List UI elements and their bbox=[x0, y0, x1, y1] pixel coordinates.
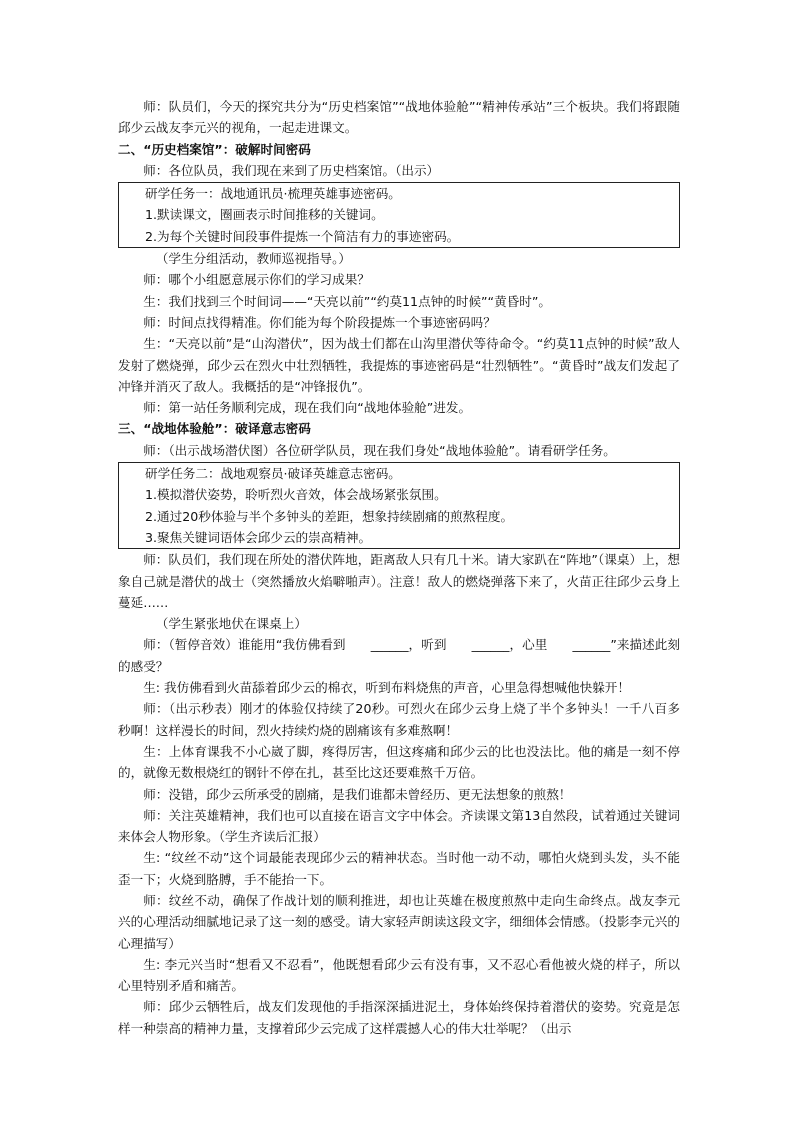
blank-line: ______ bbox=[572, 637, 611, 653]
paragraph: 师：队员们，今天的探究共分为“历史档案馆”“战地体验舱”“精神传承站”三个板块。我们将跟随邱少云战友李元兴的视角，一起走进课文。 bbox=[118, 99, 680, 136]
task-item: 2.通过20秒体验与半个多钟头的差距，想象持续剧痛的煎熬程度。 bbox=[145, 508, 514, 524]
blank-line: ______ bbox=[370, 637, 409, 653]
task-box bbox=[118, 462, 680, 549]
task-title: 研学任务二：战地观察员·破译英雄意志密码。 bbox=[145, 466, 401, 482]
text-segment: ”来描述此刻的感受？ bbox=[118, 637, 681, 674]
paragraph: 师：哪个小组愿意展示你们的学习成果？ bbox=[143, 272, 370, 288]
task-title: 研学任务一：战地通讯员·梳理英雄事迹密码。 bbox=[145, 186, 401, 202]
blank-line: ______ bbox=[471, 637, 510, 653]
task-item: 1.默读课文，圈画表示时间推移的关键词。 bbox=[145, 207, 384, 223]
paragraph: 师：第一站任务顺利完成，现在我们向“战地体验舱”进发。 bbox=[143, 400, 472, 416]
paragraph: 生: 我仿佛看到火苗舔着邱少云的棉衣，听到布料烧焦的声音，心里急得想喊他快躲开！ bbox=[143, 680, 630, 696]
task-item: 2.为每个关键时间段事件提炼一个简洁有力的事迹密码。 bbox=[145, 228, 460, 244]
paragraph: 师：没错，邱少云所承受的剧痛，是我们谁都未曾经历、更无法想象的煎熬！ bbox=[143, 786, 572, 802]
paragraph: 师：邱少云牺牲后，战友们发现他的手指深深插进泥土，身体始终保持着潜伏的姿势。究竟是怎样一种崇高的精神力量，支撑着邱少云完成了这样震撼人心的伟大壮举呢？（出示 bbox=[118, 999, 680, 1036]
text-segment: 师：（暂停音效）谁能用“我仿佛看到 bbox=[143, 637, 346, 653]
document-page bbox=[118, 96, 680, 1039]
paragraph: 师：时间点找得精准。你们能为每个阶段提炼一个事迹密码吗？ bbox=[143, 314, 496, 330]
paragraph: 生：上体育课我不小心崴了脚，疼得厉害，但这疼痛和邱少云的比也没法比。他的痛是一刻不停的，就像无数根烧红的钢针不停在扎，甚至比这还要难熬千万倍。 bbox=[118, 743, 680, 781]
stage-direction: （学生紧张地伏在课桌上） bbox=[155, 616, 307, 632]
paragraph: 生：“天亮以前”是“山沟潜伏”，因为战士们都在山沟里潜伏等待命令。“约莫11点钟的时候”敌人发射了燃烧弹，邱少云在烈火中壮烈牺牲，我提炼的事迹密码是“壮烈牺牲”。“黄昏时”战友们发起了冲锋并消灭了敌人。我概括的是“冲锋报仇”。 bbox=[118, 336, 680, 394]
task-item: 1.模拟潜伏姿势，聆听烈火音效，体会战场紧张氛围。 bbox=[145, 487, 447, 503]
section-heading: 二、“历史档案馆”：破解时间密码 bbox=[118, 141, 311, 157]
paragraph: 师：（出示秒表）刚才的体验仅持续了20秒。可烈火在邱少云身上烧了半个多钟头！一千八百多秒啊！这样漫长的时间，烈火持续灼烧的剧痛该有多难熬啊！ bbox=[118, 701, 680, 738]
paragraph: 生: “纹丝不动”这个词最能表现邱少云的精神状态。当时他一动不动，哪怕火烧到头发，头不能歪一下；火烧到胳膊，手不能抬一下。 bbox=[118, 850, 680, 887]
paragraph: 生：我们找到三个时间词——“天亮以前”“约莫11点钟的时候”“黄昏时”。 bbox=[143, 293, 551, 309]
text-segment: ，心里 bbox=[509, 637, 548, 653]
task-box bbox=[118, 182, 680, 248]
task-item: 3.聚焦关键词语体会邱少云的崇高精神。 bbox=[145, 529, 372, 545]
text-segment: ，听到 bbox=[408, 637, 447, 653]
fill-in-paragraph bbox=[118, 634, 680, 677]
paragraph: 师：（出示战场潜伏图）各位研学队员，现在我们身处“战地体验舱”。请看研学任务。 bbox=[143, 442, 616, 458]
paragraph: 师：关注英雄精神，我们也可以直接在语言文字中体会。齐读课文第13自然段，试着通过关键词来体会人物形象。（学生齐读后汇报） bbox=[118, 807, 680, 845]
section-heading: 三、“战地体验舱”：破译意志密码 bbox=[118, 421, 311, 437]
paragraph: 师：各位队员，我们现在来到了历史档案馆。（出示） bbox=[143, 162, 440, 178]
paragraph: 生: 李元兴当时“想看又不忍看”，他既想看邱少云有没有事，又不忍心看他被火烧的样子，所以心里特别矛盾和痛苦。 bbox=[118, 956, 680, 994]
paragraph: 师：纹丝不动，确保了作战计划的顺利推进，却也让英雄在极度煎熬中走向生命终点。战友李元兴的心理活动细腻地记录了这一刻的感受。请大家轻声朗读这段文字，细细体会情感。（投影李元兴的心理描写） bbox=[118, 892, 680, 951]
stage-direction: （学生分组活动，教师巡视指导。） bbox=[155, 251, 351, 267]
paragraph: 师：队员们，我们现在所处的潜伏阵地，距离敌人只有几十米。请大家趴在“阵地”（课桌）上，想象自己就是潜伏的战士（突然播放火焰噼啪声）。注意！敌人的燃烧弹落下来了，火苗正往邱少云身上蔓延…… bbox=[118, 552, 680, 610]
